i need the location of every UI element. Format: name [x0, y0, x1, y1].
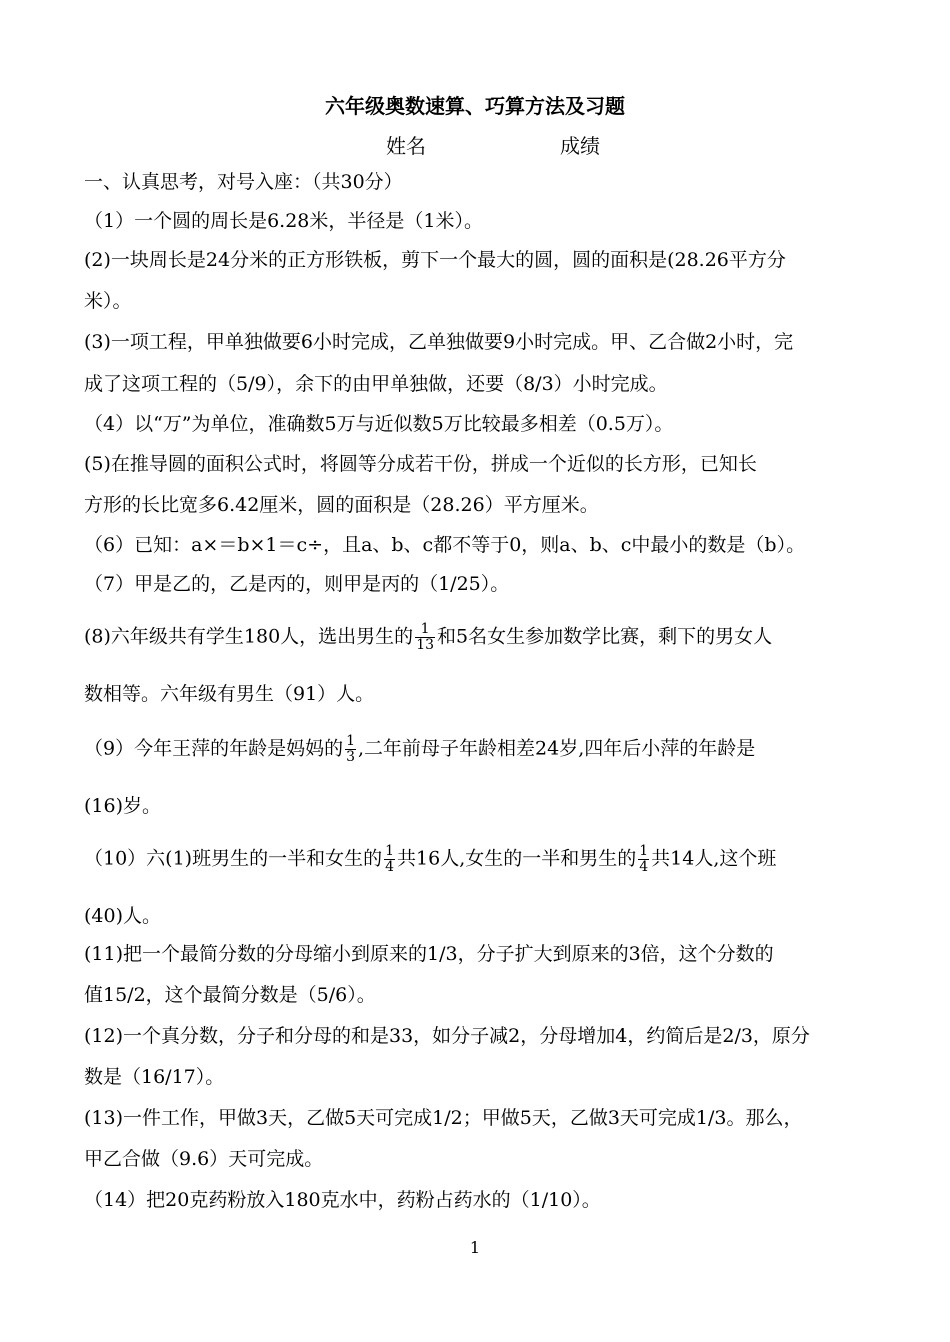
question-10-text-end: 共14人,这个班 — [651, 847, 777, 870]
section-heading: 一、认真思考，对号入座：（共30分） — [84, 171, 403, 193]
question-3-line-1: (3)一项工程，甲单独做要6小时完成，乙单独做要9小时完成。甲、乙合做2小时，完 — [84, 331, 794, 353]
question-5-line-1: (5)在推导圆的面积公式时，将圆等分成若干份，拼成一个近似的长方形，已知长 — [84, 453, 757, 475]
score-label: 成绩 — [560, 134, 600, 158]
question-9-line-2: (16)岁。 — [84, 795, 162, 817]
question-13-line-2: 甲乙合做（9.6）天可完成。 — [84, 1148, 324, 1170]
question-4: （4）以“万”为单位，准确数5万与近似数5万比较最多相差（0.5万）。 — [84, 413, 674, 435]
fraction-denominator: 4 — [639, 859, 649, 875]
question-10-text-middle: 共16人,女生的一半和男生的 — [397, 847, 637, 870]
fraction-one-third — [345, 734, 356, 765]
question-14: （14）把20克药粉放入180克水中，药粉占药水的（1/10）。 — [84, 1189, 601, 1211]
question-8-text-end: 和5名女生参加数学比赛，剩下的男女人 — [437, 625, 773, 648]
page-title: 六年级奥数速算、巧算方法及习题 — [325, 94, 625, 118]
fraction-denominator: 4 — [385, 859, 395, 875]
fraction-numerator: 1 — [639, 843, 649, 859]
name-label: 姓名 — [386, 134, 426, 158]
question-9-line-1 — [84, 734, 755, 765]
question-8-line-1 — [84, 622, 772, 653]
fraction-numerator: 1 — [415, 622, 435, 638]
question-6: （6）已知：a×＝b×1＝c÷，且a、b、c都不等于0，则a、b、c中最小的数是（b）。 — [84, 534, 806, 556]
question-11-line-1: (11)把一个最简分数的分母缩小到原来的1/3，分子扩大到原来的3倍，这个分数的 — [84, 943, 774, 965]
question-1: （1）一个圆的周长是6.28米，半径是（1米）。 — [84, 210, 483, 232]
question-10-line-2: (40)人。 — [84, 905, 162, 927]
question-11-line-2: 值15/2，这个最简分数是（5/6）。 — [84, 984, 376, 1006]
question-2-line-1: (2)一块周长是24分米的正方形铁板，剪下一个最大的圆，圆的面积是(28.26平方分 — [84, 249, 786, 271]
question-9-text-start: （9）今年王萍的年龄是妈妈的 — [84, 737, 344, 760]
fraction-one-quarter — [638, 844, 649, 875]
question-3-line-2: 成了这项工程的（5/9），余下的由甲单独做，还要（8/3）小时完成。 — [84, 373, 668, 395]
fraction-denominator: 3 — [346, 749, 356, 765]
fraction-denominator: 13 — [416, 637, 435, 653]
page-number: 1 — [469, 1238, 481, 1257]
question-12-line-2: 数是（16/17）。 — [84, 1066, 225, 1088]
fraction-one-quarter — [384, 844, 395, 875]
fraction-one-thirteenth — [415, 622, 435, 653]
question-8-text-start: (8)六年级共有学生180人，选出男生的 — [84, 625, 414, 648]
question-8-line-2: 数相等。六年级有男生（91）人。 — [84, 683, 375, 705]
question-13-line-1: (13)一件工作，甲做3天，乙做5天可完成1/2；甲做5天，乙做3天可完成1/3。那么， — [84, 1107, 803, 1129]
question-2-line-2: 米）。 — [84, 290, 132, 312]
question-9-text-end: ,二年前母子年龄相差24岁,四年后小萍的年龄是 — [358, 737, 756, 760]
question-12-line-1: (12)一个真分数，分子和分母的和是33，如分子减2，分母增加4，约简后是2/3，原分 — [84, 1025, 810, 1047]
fraction-numerator: 1 — [385, 843, 395, 859]
question-7: （7）甲是乙的，乙是丙的，则甲是丙的（1/25）。 — [84, 573, 510, 595]
question-10-text-start: （10）六(1)班男生的一半和女生的 — [84, 847, 383, 870]
fraction-numerator: 1 — [346, 733, 356, 749]
question-10-line-1 — [84, 844, 776, 875]
question-5-line-2: 方形的长比宽多6.42厘米，圆的面积是（28.26）平方厘米。 — [84, 494, 599, 516]
